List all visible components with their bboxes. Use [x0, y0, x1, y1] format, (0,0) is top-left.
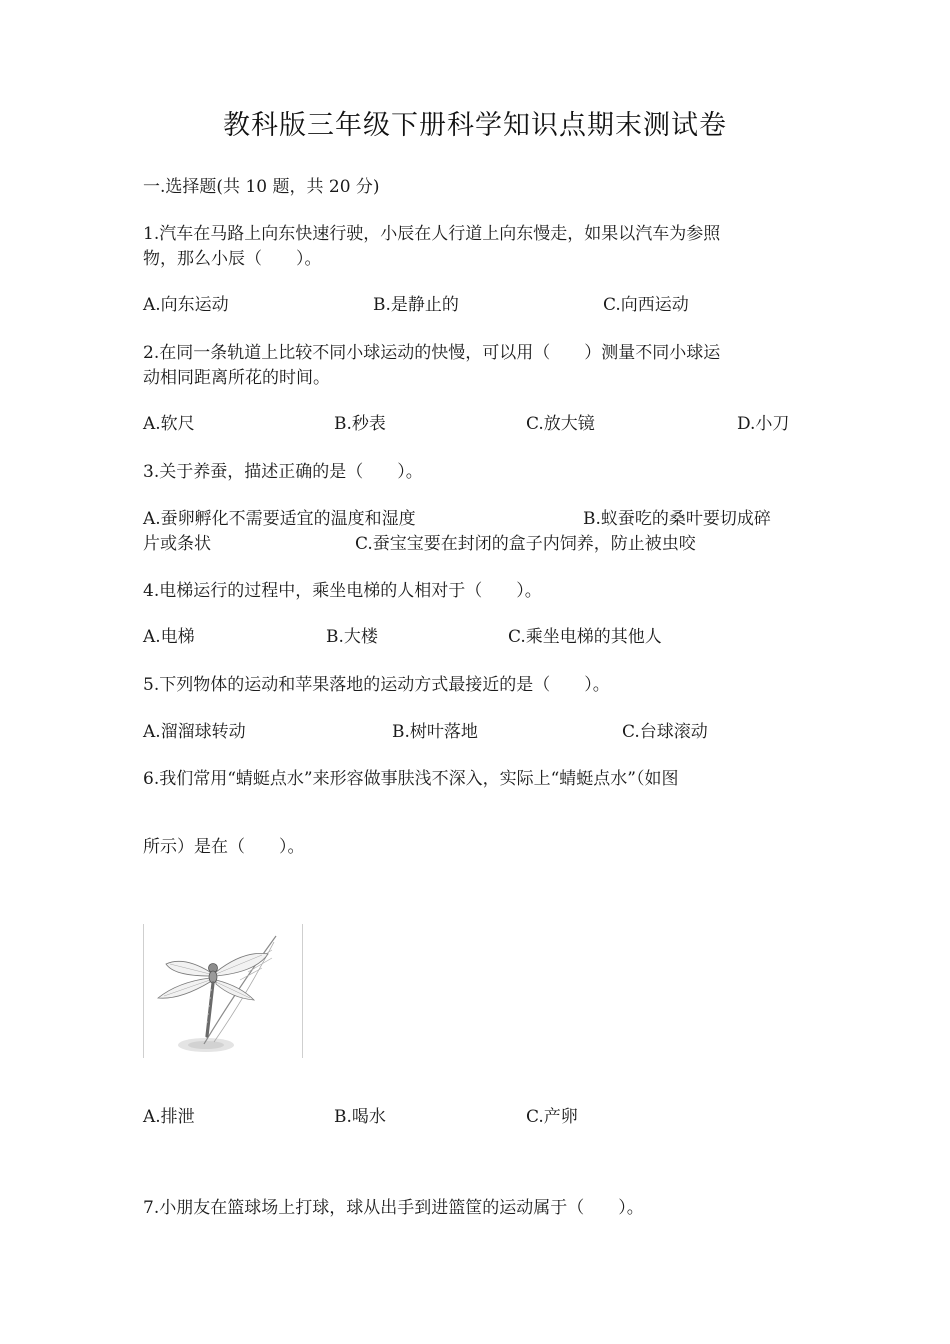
q4-option-a: A.电梯 [143, 627, 195, 647]
q2-option-b: B.秒表 [334, 414, 386, 434]
dragonfly-figure [143, 924, 303, 1058]
q2-option-d: D.小刀 [737, 414, 790, 434]
q1-stem-line2: 物，那么小辰（ ）。 [143, 249, 322, 269]
q4-option-c: C.乘坐电梯的其他人 [508, 627, 662, 647]
q7-stem: 7.小朋友在篮球场上打球，球从出手到进篮筐的运动属于（ ）。 [143, 1198, 644, 1218]
page-title: 教科版三年级下册科学知识点期末测试卷 [223, 110, 727, 141]
q1-option-a: A.向东运动 [143, 295, 229, 315]
q1-option-c: C.向西运动 [603, 295, 689, 315]
q6-option-b: B.喝水 [334, 1107, 386, 1127]
q3-stem: 3.关于养蚕，描述正确的是（ ）。 [143, 462, 423, 482]
q2-option-a: A.软尺 [143, 414, 195, 434]
q4-stem: 4.电梯运行的过程中，乘坐电梯的人相对于（ ）。 [143, 581, 542, 601]
section-heading: 一.选择题(共 10 题，共 20 分) [143, 177, 380, 197]
q3-option-c: C.蚕宝宝要在封闭的盒子内饲养，防止被虫咬 [355, 534, 696, 554]
q2-stem-line1: 2.在同一条轨道上比较不同小球运动的快慢，可以用（ ）测量不同小球运 [143, 343, 721, 363]
q2-option-c: C.放大镜 [526, 414, 595, 434]
q5-stem: 5.下列物体的运动和苹果落地的运动方式最接近的是（ ）。 [143, 675, 610, 695]
q5-option-c: C.台球滚动 [622, 722, 708, 742]
q6-stem-line2: 所示）是在（ ）。 [143, 837, 305, 857]
q2-stem-line2: 动相同距离所花的时间。 [143, 368, 330, 388]
q5-option-a: A.溜溜球转动 [143, 722, 246, 742]
q4-option-b: B.大楼 [326, 627, 378, 647]
dragonfly-illustration [144, 924, 302, 1058]
q6-option-c: C.产卵 [526, 1107, 578, 1127]
q1-option-b: B.是静止的 [373, 295, 459, 315]
q3-option-b-part2: 片或条状 [143, 534, 211, 554]
q6-option-a: A.排泄 [143, 1107, 195, 1127]
q5-option-b: B.树叶落地 [392, 722, 478, 742]
q3-option-a: A.蚕卵孵化不需要适宜的温度和湿度 [143, 509, 416, 529]
q6-stem-line1: 6.我们常用“蜻蜓点水”来形容做事肤浅不深入，实际上“蜻蜓点水”（如图 [143, 769, 679, 789]
q3-option-b-part1: B.蚁蚕吃的桑叶要切成碎 [583, 509, 771, 529]
q1-stem-line1: 1.汽车在马路上向东快速行驶，小辰在人行道上向东慢走，如果以汽车为参照 [143, 224, 721, 244]
